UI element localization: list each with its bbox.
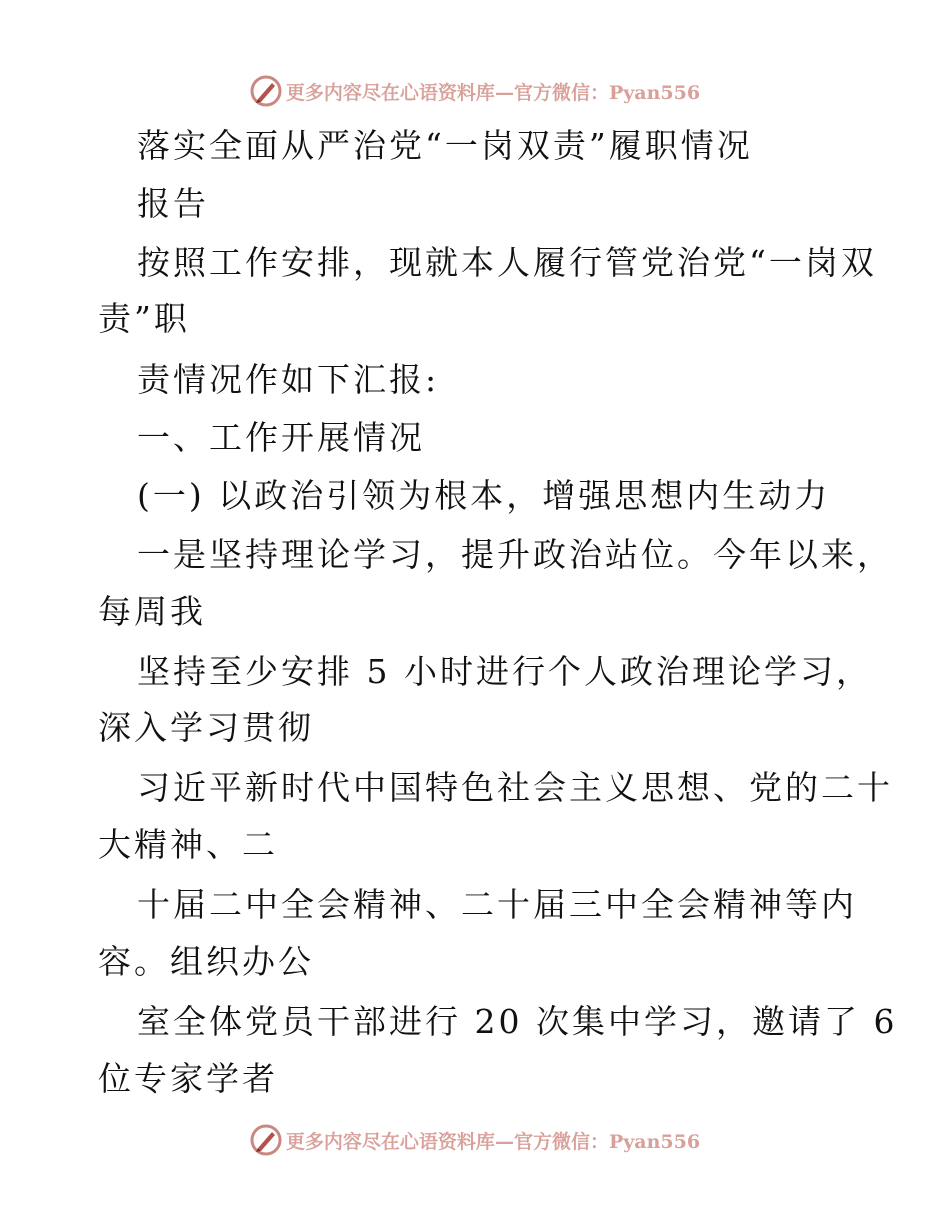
paragraph-line: 一是坚持理论学习，提升政治站位。今年以来， — [137, 535, 893, 574]
banner-title: 更多内容尽在心语资料库 — [285, 1130, 495, 1153]
paragraph-line: 十届二中全会精神、二十届三中全会精神等内 — [137, 885, 857, 924]
banner-separator: — — [494, 81, 514, 104]
paragraph-line: 每周我 — [98, 592, 206, 631]
banner-contact: 官方微信：Pyan556 — [513, 81, 701, 104]
header-banner — [0, 71, 950, 111]
document-title-line-2: 报告 — [137, 184, 209, 223]
document-title-line-1: 落实全面从严治党“一岗双责”履职情况 — [137, 126, 753, 165]
paragraph-line: 容。组织办公 — [98, 942, 314, 981]
paragraph-line: 大精神、二 — [98, 825, 278, 864]
banner-contact: 官方微信：Pyan556 — [513, 1130, 701, 1153]
subsection-heading: (一) 以政治引领为根本，增强思想内生动力 — [137, 476, 831, 515]
banner-title: 更多内容尽在心语资料库 — [285, 81, 495, 104]
paragraph-line: 坚持至少安排 5 小时进行个人政治理论学习， — [137, 652, 872, 691]
pen-logo-icon — [250, 1124, 282, 1156]
paragraph-line: 室全体党员干部进行 20 次集中学习，邀请了 6 — [137, 1002, 898, 1041]
banner-text — [286, 1127, 700, 1154]
banner-text — [286, 78, 700, 105]
paragraph-line: 按照工作安排，现就本人履行管党治党“一岗双 — [137, 243, 877, 282]
paragraph-line: 深入学习贯彻 — [98, 708, 314, 747]
paragraph-line: 责情况作如下汇报: — [137, 360, 440, 399]
pen-logo-icon — [250, 75, 282, 107]
footer-banner — [0, 1120, 950, 1160]
paragraph-line: 习近平新时代中国特色社会主义思想、党的二十 — [137, 768, 893, 807]
banner-separator: — — [494, 1130, 514, 1153]
paragraph-line: 位专家学者 — [98, 1059, 278, 1098]
section-heading: 一、工作开展情况 — [137, 418, 425, 457]
paragraph-line: 责”职 — [98, 299, 190, 338]
